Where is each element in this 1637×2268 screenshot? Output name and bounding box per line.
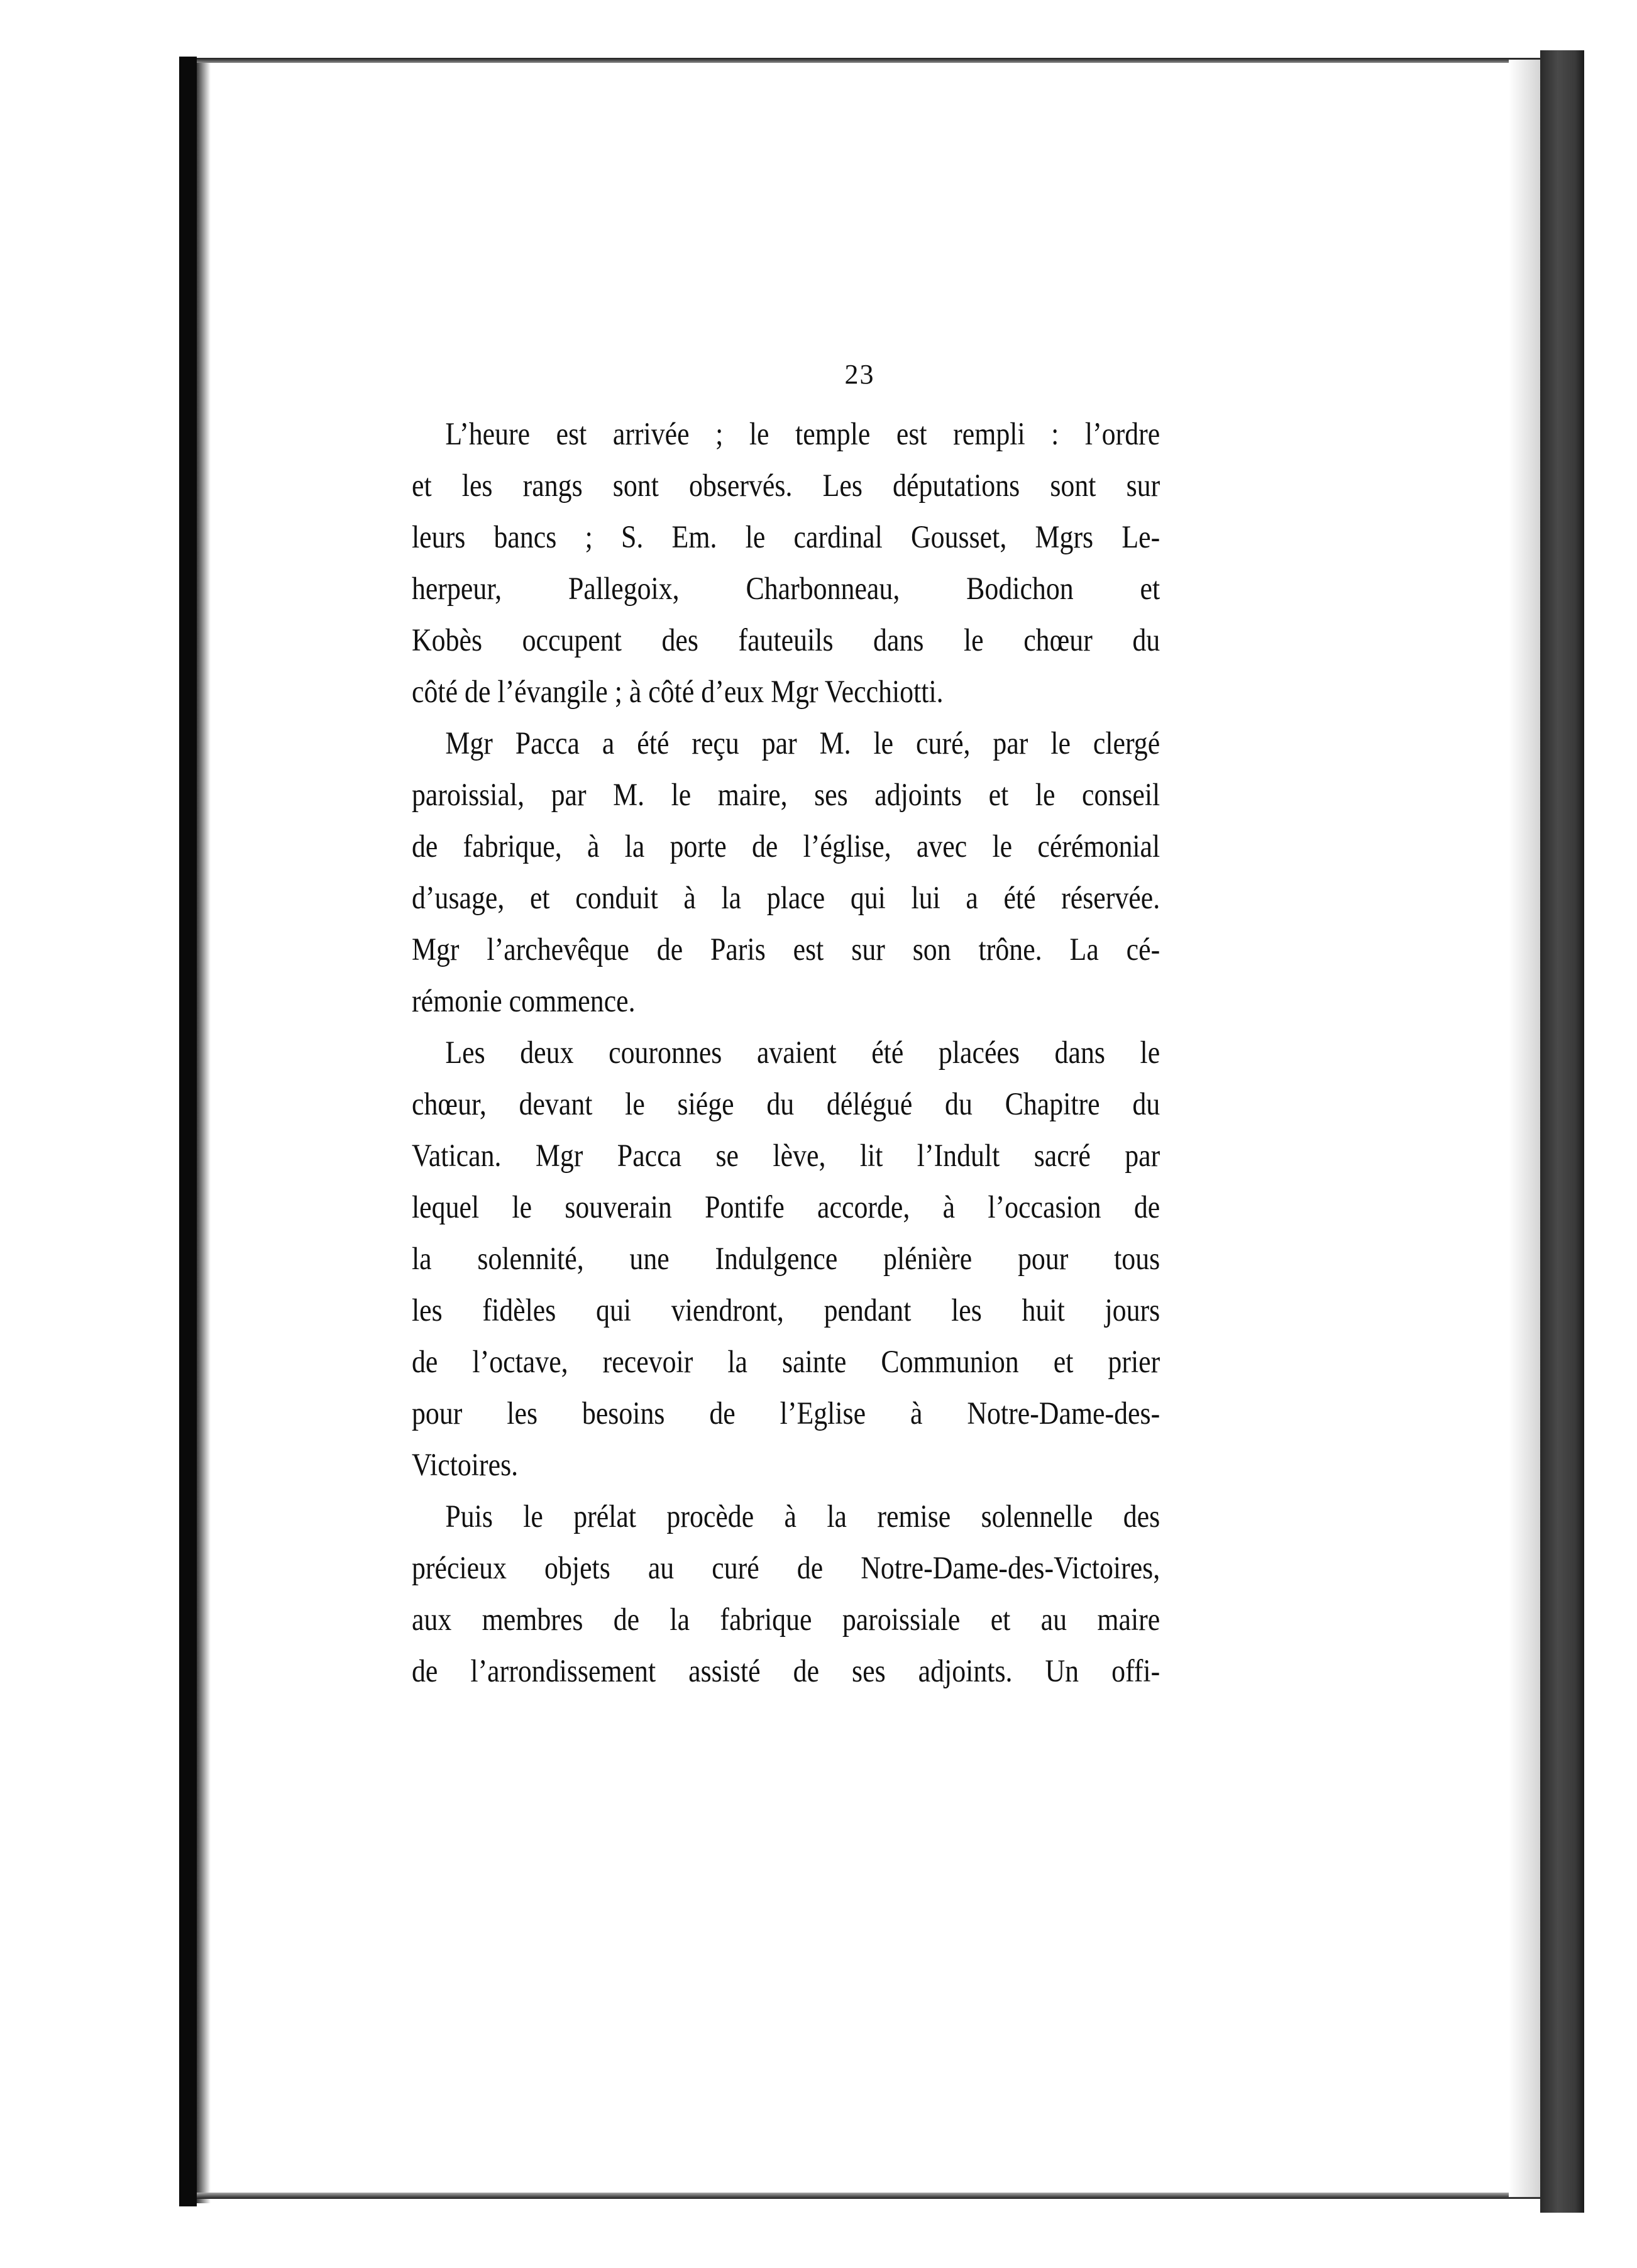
- text-line: précieux objets au curé de Notre-Dame-des-Victoires,: [412, 1551, 1160, 1586]
- page-right-shading: [1509, 60, 1540, 2197]
- book-page: [211, 63, 1509, 2193]
- page-fore-edge: [1540, 50, 1584, 2213]
- text-line: Vatican. Mgr Pacca se lève, lit l’Indult sacré par: [412, 1138, 1160, 1174]
- paragraph: [412, 409, 1160, 718]
- adjacent-page: [0, 0, 179, 2268]
- paragraph: [412, 1491, 1160, 1697]
- text-line: pour les besoins de l’Eglise à Notre-Dame-des-: [412, 1396, 1160, 1431]
- text-line: leurs bancs ; S. Em. le cardinal Gousset, Mgrs Le-: [412, 520, 1160, 555]
- text-line: L’heure est arrivée ; le temple est rempli : l’ordre: [445, 417, 1160, 452]
- body-text: [412, 409, 1160, 1697]
- text-line: rémonie commence.: [412, 984, 636, 1019]
- book-spine: [179, 57, 197, 2206]
- gutter-shadow: [197, 60, 211, 2203]
- text-line: de l’octave, recevoir la sainte Communion et prier: [412, 1345, 1160, 1380]
- text-line: herpeur, Pallegoix, Charbonneau, Bodichon et: [412, 571, 1160, 607]
- text-line: de l’arrondissement assisté de ses adjoints. Un offi-: [412, 1654, 1160, 1689]
- text-line: Les deux couronnes avaient été placées dans le: [445, 1035, 1160, 1071]
- text-line: Mgr l’archevêque de Paris est sur son trône. La cé-: [412, 932, 1160, 967]
- text-line: Puis le prélat procède à la remise solennelle des: [445, 1499, 1160, 1534]
- text-line: et les rangs sont observés. Les députations sont sur: [412, 468, 1160, 504]
- text-line: la solennité, une Indulgence plénière pour tous: [412, 1241, 1160, 1277]
- text-line: les fidèles qui viendront, pendant les huit jours: [412, 1293, 1160, 1328]
- paragraph: [412, 1027, 1160, 1491]
- text-line: aux membres de la fabrique paroissiale et au maire: [412, 1602, 1160, 1638]
- text-line: lequel le souverain Pontife accorde, à l’occasion de: [412, 1190, 1160, 1225]
- text-line: Victoires.: [412, 1448, 519, 1483]
- text-line: côté de l’évangile ; à côté d’eux Mgr Vecchiotti.: [412, 674, 944, 710]
- page-top-edge: [197, 58, 1548, 63]
- text-line: Kobès occupent des fauteuils dans le chœur du: [412, 623, 1160, 658]
- text-line: Mgr Pacca a été reçu par M. le curé, par le clergé: [445, 726, 1160, 761]
- text-line: d’usage, et conduit à la place qui lui a été réservée.: [412, 881, 1160, 916]
- text-line: chœur, devant le siége du délégué du Chapitre du: [412, 1087, 1160, 1122]
- paragraph: [412, 718, 1160, 1027]
- text-line: paroissial, par M. le maire, ses adjoints et le conseil: [412, 778, 1160, 813]
- scan-background: [1584, 0, 1637, 2268]
- page-number: 23: [844, 359, 875, 390]
- page-bottom-edge: [197, 2193, 1548, 2199]
- text-line: de fabrique, à la porte de l’église, avec le cérémonial: [412, 829, 1160, 864]
